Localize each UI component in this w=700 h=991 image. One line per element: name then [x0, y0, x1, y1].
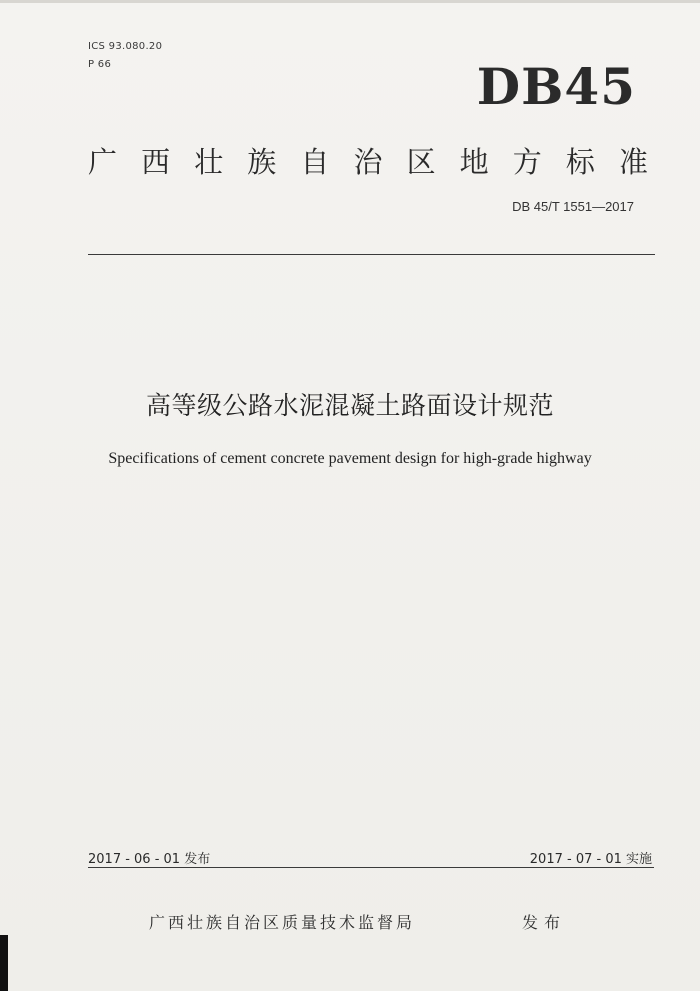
issuing-action: 发布 — [522, 913, 567, 932]
document-title-zh: 高等级公路水泥混凝土路面设计规范 — [145, 391, 554, 420]
scan-edge-mark — [0, 935, 8, 991]
issuing-authority: 广西壮族自治区质量技术监督局 — [149, 913, 416, 932]
page-top-edge — [0, 0, 700, 3]
standard-type-char: 西 — [141, 145, 171, 179]
standard-logo: DB45 — [476, 57, 636, 116]
standard-type-char: 壮 — [194, 145, 224, 179]
ics-code: ICS 93.080.20 — [88, 41, 163, 52]
implementation-date: 2017 - 07 - 01 实施 — [529, 852, 652, 867]
standard-number: DB 45/T 1551—2017 — [512, 199, 634, 214]
header-divider — [88, 254, 655, 255]
standard-type-char: 地 — [459, 145, 489, 179]
classification-code: P 66 — [88, 59, 112, 70]
standard-type-char: 自 — [300, 145, 330, 179]
standard-type-char: 准 — [618, 145, 648, 179]
standard-type-char: 标 — [565, 145, 595, 179]
standard-type — [88, 140, 648, 181]
standard-type-char: 治 — [353, 145, 383, 179]
standard-type-char: 广 — [88, 145, 118, 179]
document-title-en: Specifications of cement concrete pavement design for high-grade highway — [108, 450, 592, 467]
footer-divider — [88, 867, 654, 868]
standard-type-char: 区 — [406, 145, 436, 179]
standard-type-char: 方 — [512, 145, 542, 179]
issue-date: 2017 - 06 - 01 发布 — [88, 852, 211, 867]
standard-type-char: 族 — [247, 145, 277, 179]
